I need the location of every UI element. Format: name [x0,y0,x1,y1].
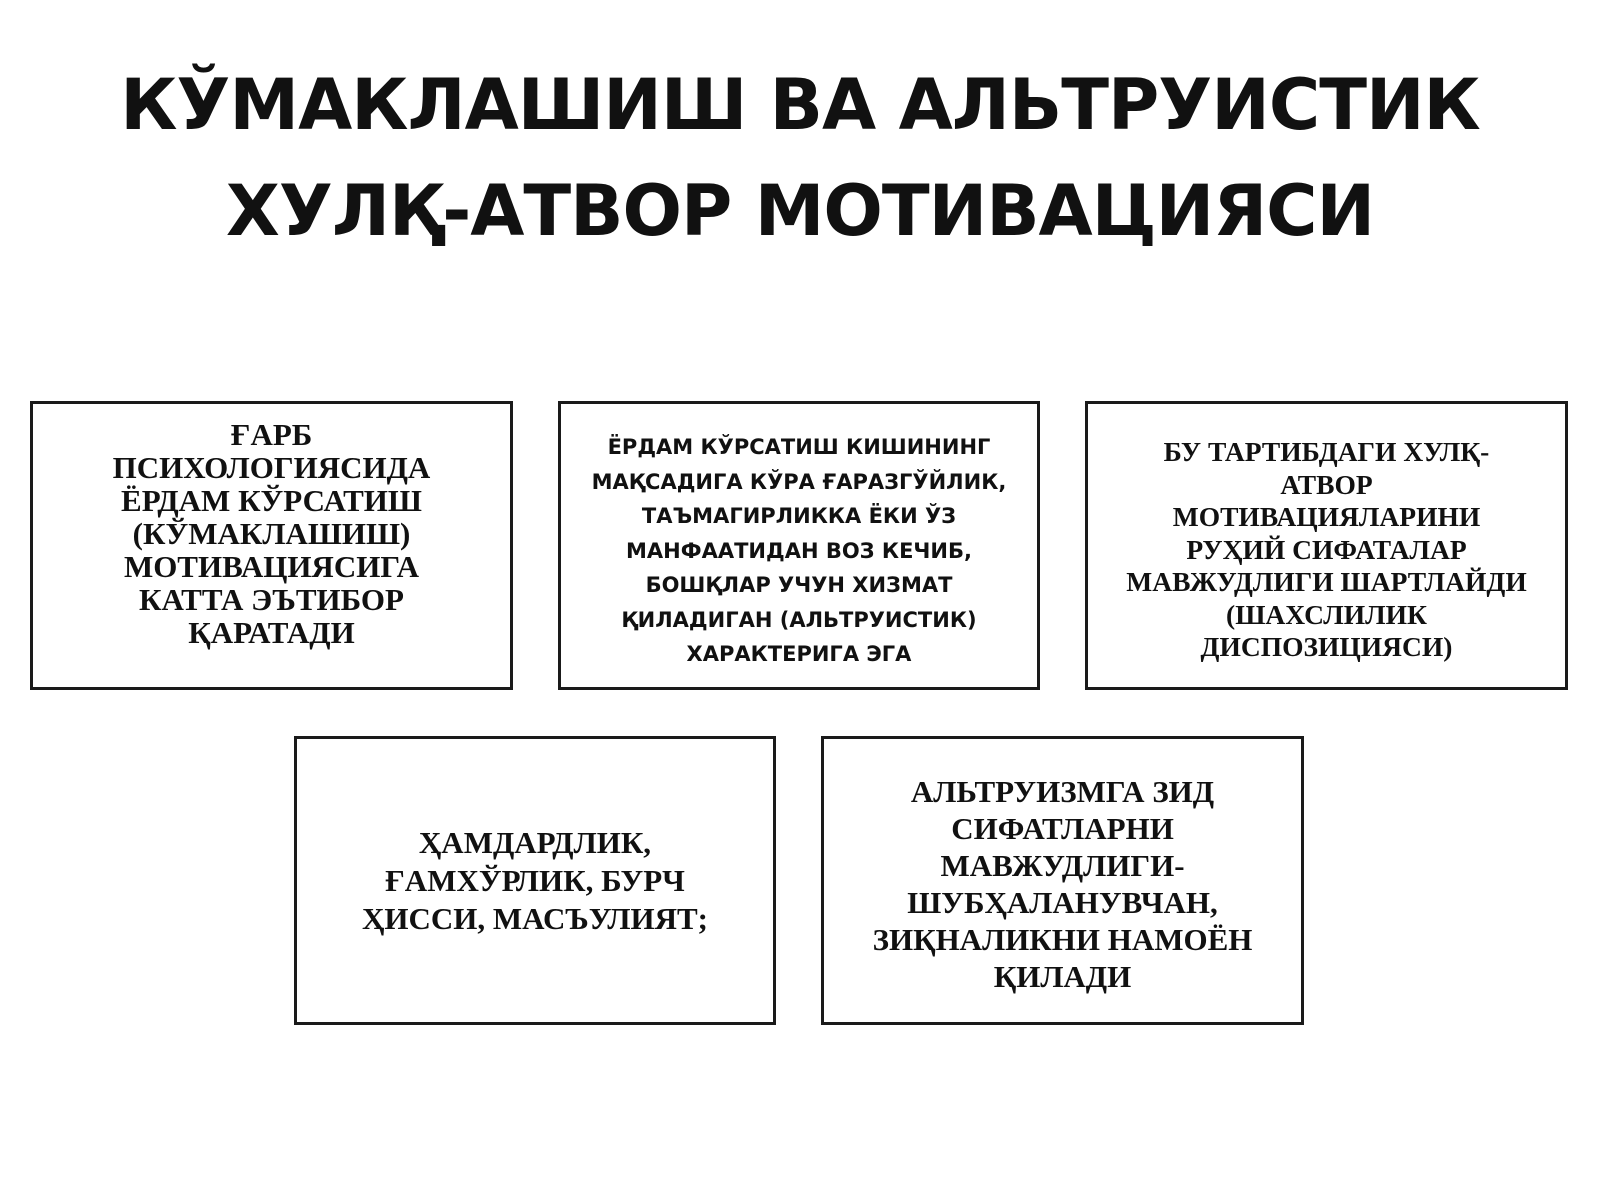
box-text-line: (ШАХСЛИЛИК [1226,598,1427,630]
box-text-line: ХАРАКТЕРИГА ЭГА [686,642,912,666]
box-text-line: ҲИССИ, МАСЪУЛИЯТ; [362,900,708,936]
box-text-line: МОТИВАЦИЯЛАРИНИ [1172,501,1481,532]
box-qualities-text [311,824,759,938]
box-text-line: КАТТА ЭЪТИБОР [139,582,404,617]
box-text-line: (КЎМАКЛАШИШ) [132,516,411,551]
box-text-line: БУ ТАРТИБДАГИ ХУЛҚ- [1163,436,1490,467]
box-anti-altruism [821,736,1304,1025]
slide-title-line-1: КЎМАКЛАШИШ ВА АЛЬТРУИСТИК [120,64,1480,146]
box-helping-character-text [575,414,1023,672]
box-text-line: ҒАРБ [230,417,313,452]
box-text-line: АТВОР [1280,468,1373,500]
box-qualities [294,736,776,1025]
box-text-line: ПСИХОЛОГИЯСИДА [112,450,431,485]
box-text-line: ДИСПОЗИЦИЯСИ) [1200,631,1453,662]
box-text-line: ШУБҲАЛАНУВЧАН, [907,885,1218,920]
box-text-line: МАҚСАДИГА КЎРА ҒАРАЗГЎЙЛИК, [591,469,1007,494]
box-text-line: ҲАМДАРДЛИК, [418,824,652,860]
box-text-line: ЁРДАМ КЎРСАТИШ КИШИНИНГ [607,435,991,459]
box-text-line: ТАЪМАГИРЛИККА ЁКИ ЎЗ [641,504,957,528]
box-text-line: РУҲИЙ СИФАТАЛАР [1186,533,1467,565]
slide-title-line-2: ХУЛҚ-АТВОР МОТИВАЦИЯСИ [225,170,1375,252]
box-text-line: АЛЬТРУИЗМГА ЗИД [910,774,1215,809]
box-text-line: ҒАМХЎРЛИК, БУРЧ [385,862,685,898]
box-western-psychology [30,401,513,690]
box-helping-character [558,401,1040,690]
box-text-line: ҚИЛАДИГАН (АЛЬТРУИСТИК) [621,607,977,632]
box-motivation-conditions [1085,401,1568,690]
box-text-line: ЁРДАМ КЎРСАТИШ [121,483,422,518]
slide-title [0,52,1600,264]
box-motivation-conditions-text [1102,414,1551,664]
box-anti-altruism-text [838,749,1287,995]
box-western-psychology-text [47,414,496,649]
box-text-line: МАВЖУДЛИГИ- [940,848,1185,883]
box-text-line: МАНФААТИДАН ВОЗ КЕЧИБ, [626,538,972,563]
box-text-line: ҚАРАТАДИ [188,615,355,650]
box-text-line: МОТИВАЦИЯСИГА [123,549,420,584]
box-text-line: ҚИЛАДИ [993,959,1132,994]
box-text-line: МАВЖУДЛИГИ ШАРТЛАЙДИ [1126,566,1527,597]
box-text-line: СИФАТЛАРНИ [951,811,1174,846]
box-text-line: БОШҚЛАР УЧУН ХИЗМАТ [645,573,953,597]
box-text-line: ЗИҚНАЛИКНИ НАМОЁН [872,922,1253,957]
